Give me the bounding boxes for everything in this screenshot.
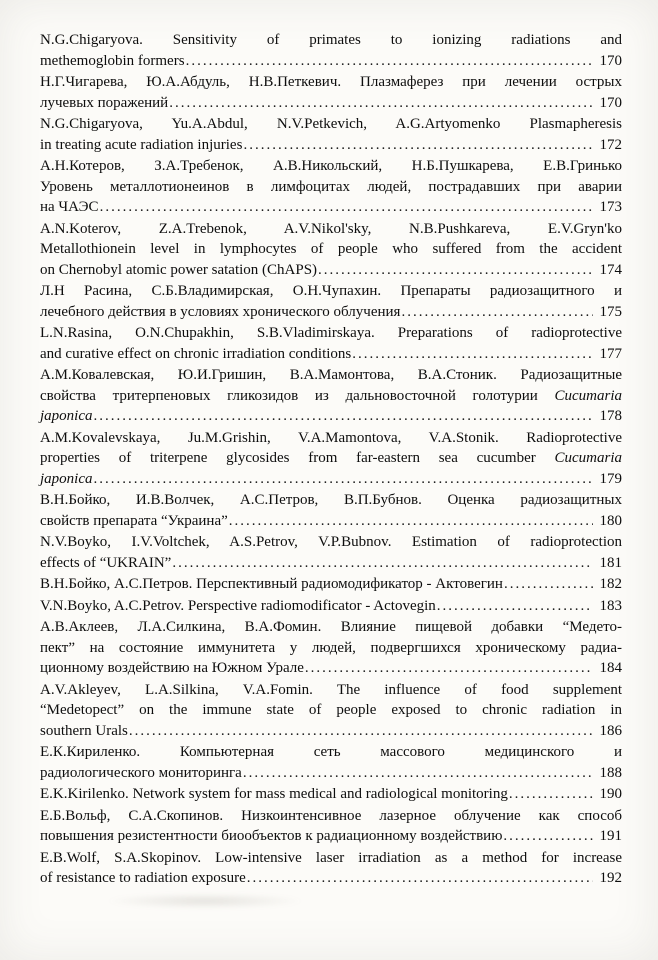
- toc-entry: [40, 848, 622, 889]
- dot-leader: [172, 553, 593, 574]
- toc-entry: [40, 281, 622, 322]
- page-number: 184: [599, 660, 622, 676]
- dot-leader: [229, 511, 593, 532]
- toc-text: properties of triterpene glycosides from far-eastern sea cucumber: [40, 450, 536, 466]
- toc-line: Е.К.Кириленко. Компьютерная сеть массового медицинского и: [40, 744, 622, 760]
- dot-leader: [129, 721, 593, 742]
- page-number: 183: [599, 597, 622, 614]
- toc-lastline: [40, 511, 622, 532]
- page-number: 172: [599, 136, 622, 153]
- page-number: 192: [599, 870, 622, 886]
- toc-entry: [40, 806, 622, 847]
- toc-text: and curative effect on chronic irradiation conditions: [40, 345, 352, 362]
- toc-line: E.B.Wolf, S.A.Skopinov. Low-intensive laser irradiation as a method for increase: [40, 849, 622, 866]
- toc-text-italic: japonica: [40, 408, 93, 424]
- toc-entry: [40, 532, 622, 573]
- page-number: 177: [599, 345, 622, 362]
- toc-entry: [40, 596, 622, 617]
- page-number: 175: [599, 303, 622, 320]
- toc-line: “Medetopect” on the immune state of people exposed to chronic radiation in: [40, 702, 622, 718]
- toc-lastline: [40, 658, 622, 679]
- toc-text: southern Urals: [40, 722, 128, 739]
- toc-entry: [40, 114, 622, 155]
- toc-entry: [40, 72, 622, 113]
- toc-text: радиологического мониторинга: [40, 764, 242, 781]
- dot-leader: [94, 469, 594, 490]
- toc-text: В.Н.Бойко, А.С.Петров. Перспективный радиомодификатор - Актовегин: [40, 576, 503, 592]
- toc-entry: [40, 574, 622, 595]
- dot-leader: [509, 784, 593, 805]
- toc-entry: [40, 617, 622, 679]
- toc-lastline: [40, 721, 622, 742]
- page-number: 188: [599, 764, 622, 781]
- dot-leader: [318, 260, 593, 281]
- toc-entry: [40, 156, 622, 218]
- page-number: 182: [599, 576, 622, 592]
- toc-entry: [40, 784, 622, 805]
- toc-line: А.М.Ковалевская, Ю.И.Гришин, В.А.Мамонтова, В.А.Стоник. Радиозащитные: [40, 367, 622, 383]
- toc-text: ционному воздействию на Южном Урале: [40, 660, 304, 676]
- dot-leader: [243, 763, 593, 784]
- toc-text: E.K.Kirilenko. Network system for mass medical and radiological monitoring: [40, 786, 508, 802]
- page-number: 191: [599, 828, 622, 844]
- toc-entry: [40, 365, 622, 427]
- page-number: 174: [599, 261, 622, 278]
- toc-text-italic: Cucumaria: [554, 387, 622, 404]
- toc-text: on Chernobyl atomic power satation (ChAPS): [40, 261, 318, 278]
- dot-leader: [352, 344, 593, 365]
- toc-line: Н.Г.Чигарева, Ю.А.Абдуль, Н.В.Петкевич. Плазмаферез при лечении острых: [40, 74, 622, 90]
- toc-line: N.G.Chigaryova. Sensitivity of primates to ionizing radiations and: [40, 32, 622, 48]
- page-number: 173: [599, 199, 622, 215]
- dot-leader: [169, 93, 593, 114]
- toc-entry: [40, 428, 622, 490]
- toc-line: В.Н.Бойко, И.В.Волчек, А.С.Петров, В.П.Бубнов. Оценка радиозащитных: [40, 492, 622, 508]
- dot-leader: [504, 574, 593, 595]
- dot-leader: [100, 197, 593, 218]
- toc-text: свойства тритерпеновых гликозидов из дальновосточной голотурии: [40, 387, 538, 404]
- toc-line: [40, 386, 622, 407]
- toc-text: лечебного действия в условиях хронического облучения: [40, 303, 401, 320]
- toc-line: Л.Н Расина, С.Б.Владимирская, О.Н.Чупахин. Препараты радиозащитного и: [40, 283, 622, 299]
- toc-text: повышения резистентности биообъектов к радиационному воздействию: [40, 828, 503, 844]
- toc-line: N.V.Boyko, I.V.Voltchek, A.S.Petrov, V.P.Bubnov. Estimation of radioprotection: [40, 534, 622, 550]
- toc-lastline: [40, 135, 622, 156]
- toc-text: свойств препарата “Украина”: [40, 512, 228, 529]
- toc-lastline: [40, 93, 622, 114]
- toc-entry: [40, 219, 622, 281]
- dot-leader: [503, 826, 593, 847]
- dot-leader: [401, 302, 593, 323]
- dot-leader: [243, 135, 593, 156]
- toc-lastline: [40, 469, 622, 490]
- toc-line: А.Н.Котеров, З.А.Требенок, А.В.Никольский, Н.Б.Пушкарева, Е.В.Гринько: [40, 158, 622, 174]
- toc-text: effects of “UKRAIN”: [40, 554, 172, 571]
- page-number: 178: [599, 408, 622, 424]
- page-number: 190: [599, 786, 622, 802]
- toc-text-italic: japonica: [40, 470, 93, 487]
- toc-entry: [40, 742, 622, 783]
- toc-line: пект” на состояние иммунитета у людей, подвергшихся хроническому радиа-: [40, 639, 622, 656]
- page-number: 186: [599, 722, 622, 739]
- toc-line: A.N.Koterov, Z.A.Trebenok, A.V.Nikol'sky, N.B.Pushkareva, E.V.Gryn'ko: [40, 220, 622, 237]
- toc-text: лучевых поражений: [40, 94, 169, 111]
- page-number: 181: [599, 554, 622, 571]
- toc-entry: [40, 490, 622, 531]
- dot-leader: [437, 596, 593, 617]
- toc-lastline: [40, 574, 622, 595]
- page-number: 180: [599, 512, 622, 529]
- toc-lastline: [40, 406, 622, 427]
- toc-lastline: [40, 826, 622, 847]
- toc-lastline: [40, 197, 622, 218]
- toc-lastline: [40, 868, 622, 889]
- toc-line: N.G.Chigaryova, Yu.A.Abdul, N.V.Petkevich, A.G.Artyomenko Plasmapheresis: [40, 116, 622, 132]
- toc-text: на ЧАЭС: [40, 199, 99, 215]
- toc-text: V.N.Boyko, A.C.Petrov. Perspective radiomodificator - Actovegin: [40, 597, 436, 614]
- toc-lastline: [40, 763, 622, 784]
- toc-line: Е.Б.Вольф, С.А.Скопинов. Низкоинтенсивное лазерное облучение как способ: [40, 807, 622, 824]
- toc-line: A.M.Kovalevskaya, Ju.M.Grishin, V.A.Mamontova, V.A.Stonik. Radioprotective: [40, 429, 622, 446]
- toc-text: in treating acute radiation injuries: [40, 136, 243, 153]
- page-number: 170: [599, 94, 622, 111]
- toc-lastline: [40, 553, 622, 574]
- toc-entry: [40, 680, 622, 742]
- dot-leader: [186, 51, 593, 72]
- toc-text-italic: Cucumaria: [554, 450, 622, 466]
- scan-smudge: [105, 893, 305, 909]
- toc-line: A.V.Akleyev, L.A.Silkina, V.A.Fomin. The influence of food supplement: [40, 681, 622, 698]
- toc-text: methemoglobin formers: [40, 52, 185, 69]
- toc-entry: [40, 323, 622, 364]
- toc-lastline: [40, 596, 622, 617]
- dot-leader: [247, 868, 593, 889]
- toc-lastline: [40, 260, 622, 281]
- dot-leader: [305, 658, 593, 679]
- toc-lastline: [40, 302, 622, 323]
- page-number: 170: [599, 52, 622, 69]
- page-number: 179: [599, 470, 622, 487]
- toc-lastline: [40, 344, 622, 365]
- toc-line: [40, 448, 622, 469]
- toc-lastline: [40, 784, 622, 805]
- toc-line: Metallothionein level in lymphocytes of people who suffered from the accident: [40, 241, 622, 257]
- toc-line: Уровень металлотионеинов в лимфоцитах людей, пострадавших при аварии: [40, 178, 622, 195]
- toc-line: L.N.Rasina, O.N.Chupakhin, S.B.Vladimirskaya. Preparations of radioprotective: [40, 325, 622, 341]
- toc-lastline: [40, 51, 622, 72]
- toc-text: of resistance to radiation exposure: [40, 870, 246, 886]
- toc-line: А.В.Аклеев, Л.А.Силкина, В.А.Фомин. Влияние пищевой добавки “Медето-: [40, 619, 622, 635]
- dot-leader: [94, 406, 594, 427]
- toc-entry: [40, 30, 622, 71]
